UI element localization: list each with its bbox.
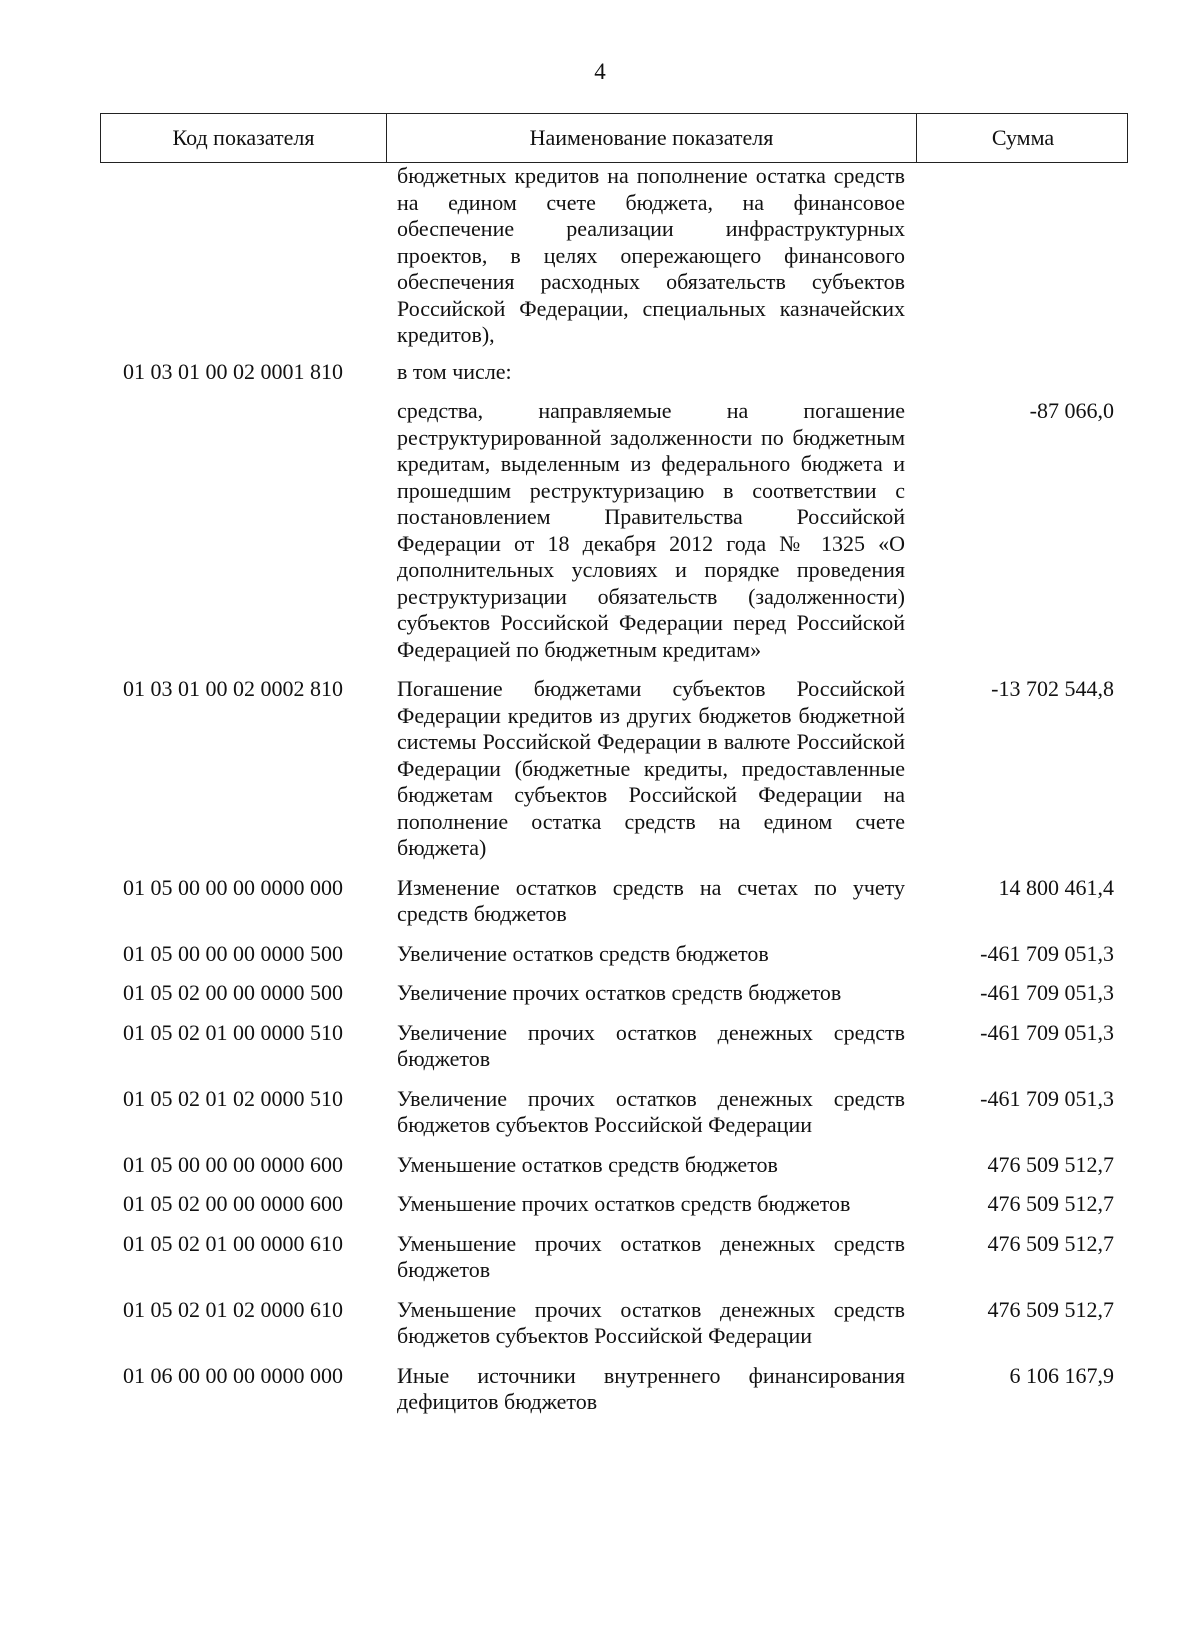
row-sum: -461 709 051,3: [980, 1019, 1114, 1045]
row-sum: 476 509 512,7: [987, 1230, 1114, 1256]
row-sum: 476 509 512,7: [987, 1151, 1114, 1177]
table-row: [100, 875, 1128, 941]
row-sum: [916, 359, 1128, 386]
row-sum: -461 709 051,3: [980, 980, 1114, 1005]
row-code: 01 05 02 01 00 0000 510: [123, 1019, 343, 1045]
table-row: [100, 980, 1128, 1020]
row-code: [100, 398, 386, 663]
row-name: Уменьшение остатков средств бюджетов: [397, 1151, 778, 1177]
row-code: 01 03 01 00 02 0002 810: [123, 676, 343, 701]
row-sum: -461 709 051,3: [980, 1085, 1114, 1111]
row-sum: 6 106 167,9: [1009, 1362, 1114, 1388]
row-code: 01 05 02 00 00 0000 600: [123, 1191, 343, 1216]
row-sum: [916, 163, 1128, 349]
row-name: Погашение бюджетами субъектов Российской Федерации кредитов из других бюджетов бюджетной системы Российской Федерации в валюте Российской Федерации (бюджетные кредиты, предоставленные бюджетам субъектов Российской Федерации на пополнение остатка средств на едином счете бюджета): [397, 676, 905, 860]
row-code: 01 05 02 00 00 0000 500: [123, 980, 343, 1005]
row-name: Увеличение прочих остатков денежных средств бюджетов: [397, 1019, 905, 1071]
table-row: [100, 941, 1128, 981]
row-code: 01 05 02 01 02 0000 610: [123, 1296, 343, 1322]
table-row: [100, 163, 1128, 359]
row-name: в том числе:: [397, 358, 512, 384]
row-code: 01 05 00 00 00 0000 500: [123, 940, 343, 966]
row-sum: -87 066,0: [1029, 398, 1114, 423]
row-code: [100, 163, 386, 349]
table-body: [100, 163, 1128, 1429]
row-name: Уменьшение прочих остатков средств бюджетов: [397, 1191, 851, 1216]
row-name: Уменьшение прочих остатков денежных средств бюджетов: [397, 1230, 905, 1282]
table-header: [100, 113, 1128, 163]
row-name: средства, направляемые на погашение реструктурированной задолженности по бюджетным кредитам, выделенным из федерального бюджета и прошедшим реструктуризацию в соответствии с постановлением Правительства Российской Федерации от 18 декабря 2012 года № 1325 «О дополнительных условиях и порядке проведения реструктуризации обязательств (задолженности) субъектов Российской Федерации перед Российской Федерацией по бюджетным кредитам»: [397, 398, 905, 662]
header-sum: Сумма: [991, 125, 1055, 150]
table-row: [100, 1086, 1128, 1152]
row-sum: 476 509 512,7: [987, 1191, 1114, 1216]
table-row: [100, 1363, 1128, 1429]
table-row: [100, 1191, 1128, 1231]
row-code: 01 05 00 00 00 0000 600: [123, 1151, 343, 1177]
row-code: 01 05 00 00 00 0000 000: [123, 874, 343, 900]
row-sum: 476 509 512,7: [987, 1296, 1114, 1322]
row-name: Изменение остатков средств на счетах по учету средств бюджетов: [397, 874, 905, 926]
table-row: [100, 676, 1128, 875]
row-sum: 14 800 461,4: [998, 874, 1114, 900]
page-number: 4: [594, 59, 606, 84]
row-sum: -461 709 051,3: [980, 940, 1114, 966]
table-row: [100, 1297, 1128, 1363]
row-sum: -13 702 544,8: [991, 676, 1114, 701]
row-code: 01 05 02 01 02 0000 510: [123, 1085, 343, 1111]
table-row: [100, 359, 1128, 399]
row-code: 01 03 01 00 02 0001 810: [123, 358, 343, 384]
row-name: Увеличение прочих остатков средств бюджетов: [397, 980, 842, 1005]
row-name: Увеличение остатков средств бюджетов: [397, 940, 769, 966]
table-row: [100, 1020, 1128, 1086]
row-code: 01 05 02 01 00 0000 610: [123, 1230, 343, 1256]
row-name: бюджетных кредитов на пополнение остатка средств на едином счете бюджета, на финансовое обеспечение реализации инфраструктурных проектов, в целях опережающего финансового обеспечения расходных обязательств субъектов Российской Федерации, специальных казначейских кредитов),: [397, 163, 905, 347]
header-code: Код показателя: [101, 114, 387, 162]
header-name: Наименование показателя: [387, 114, 917, 162]
table-row: [100, 1231, 1128, 1297]
row-name: Уменьшение прочих остатков денежных средств бюджетов субъектов Российской Федерации: [397, 1296, 905, 1348]
row-code: 01 06 00 00 00 0000 000: [123, 1362, 343, 1388]
row-name: Увеличение прочих остатков денежных средств бюджетов субъектов Российской Федерации: [397, 1085, 905, 1137]
table-row: [100, 1152, 1128, 1192]
row-name: Иные источники внутреннего финансирования дефицитов бюджетов: [397, 1362, 905, 1414]
table-row: [100, 398, 1128, 676]
